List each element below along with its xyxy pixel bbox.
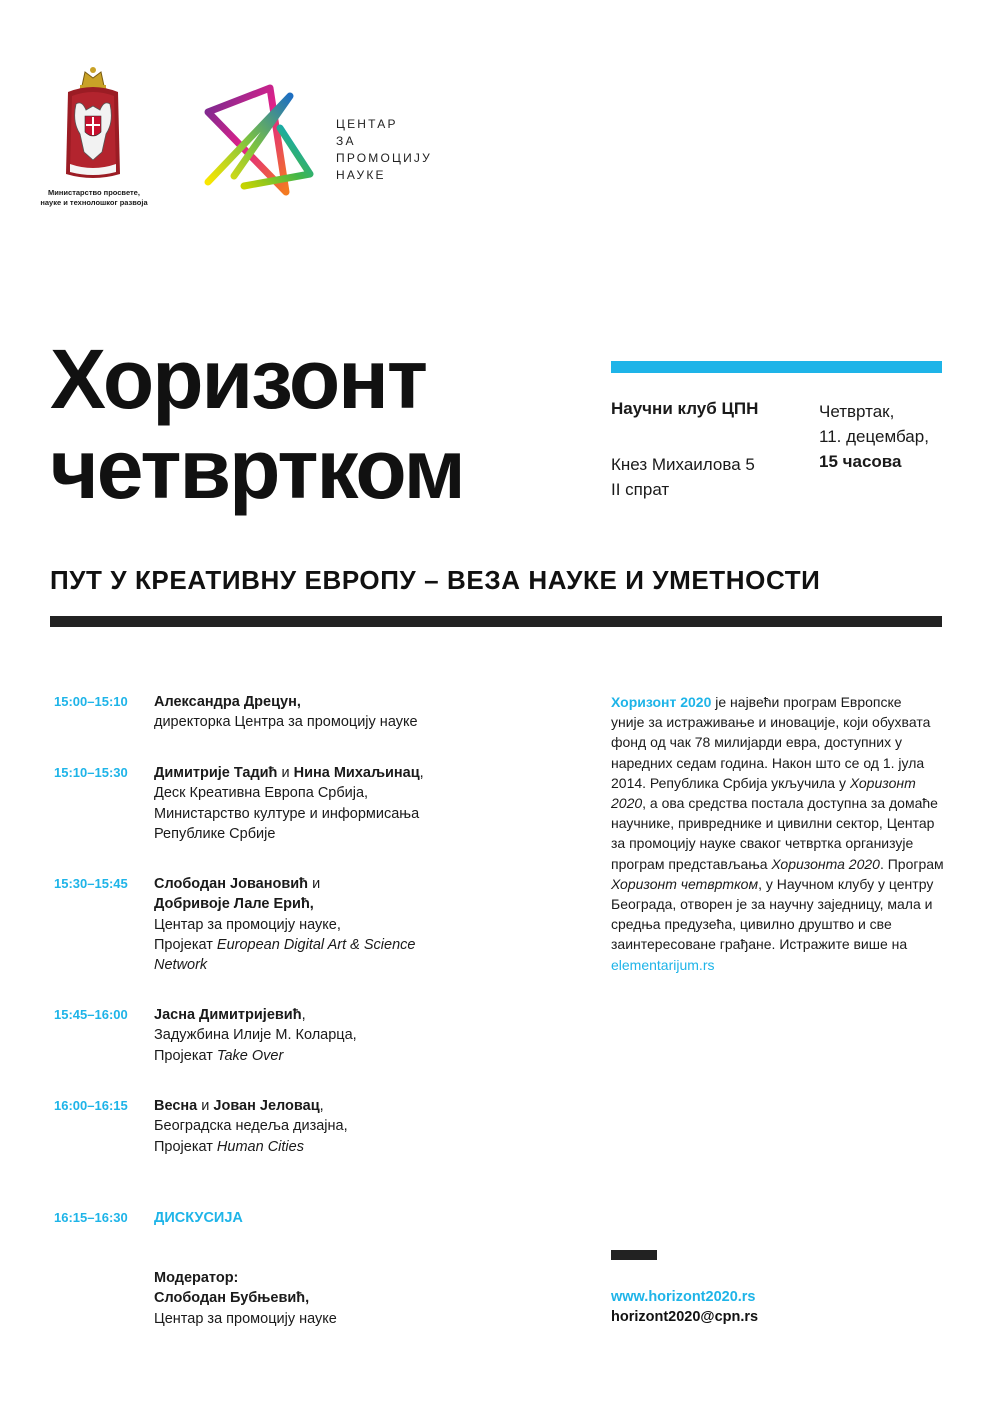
punctuation: , (419, 765, 424, 781)
speaker-name: Весна (154, 1098, 198, 1114)
date-time: 15 часова (819, 452, 902, 471)
schedule-description (154, 1005, 574, 1066)
serbia-coat-of-arms-logo (62, 64, 124, 184)
ministry-line-1: Министарство просвете, (48, 188, 140, 197)
email-link[interactable]: horizont2020@cpn.rs (611, 1309, 759, 1325)
date-line-2: 11. децембар, (819, 427, 929, 446)
page-title (50, 334, 464, 514)
about-text: фонд од чак 78 милијарди евра, доступних у (611, 734, 902, 751)
moderator-label: Модератор: (154, 1270, 239, 1286)
moderator-org: Центар за промоцију науке (154, 1310, 337, 1327)
about-text: 2014. Република Србија укључила у (611, 774, 850, 791)
schedule-time: 15:45–16:00 (54, 1007, 128, 1022)
moderator-name: Слободан Бубњевић, (154, 1290, 310, 1307)
about-text: наредних седам година. Након што се од 1. јула (611, 754, 925, 771)
about-text: програм представљања (611, 855, 772, 872)
about-text: средња предузећа, цивилно друштво и све (611, 916, 892, 933)
accent-divider (611, 361, 942, 373)
speaker-name: Нина Михаљинац (293, 765, 420, 781)
speaker-role: Министарство културе и информисања (154, 805, 420, 822)
about-text: . Програм (879, 855, 944, 872)
about-text: заинтересоване грађане. Истражите више на (611, 936, 908, 953)
punctuation: , (319, 1098, 324, 1114)
ministry-line-2: науке и технолошког развоја (40, 198, 148, 207)
schedule-description (154, 692, 574, 733)
schedule-time: 15:30–15:45 (54, 876, 128, 891)
schedule-time: 15:00–15:10 (54, 694, 128, 709)
conjunction: и (197, 1098, 214, 1114)
conjunction: и (308, 876, 321, 892)
elementarijum-link[interactable]: elementarijum.rs (611, 956, 715, 973)
about-text: , у Научном клубу у центру (758, 875, 934, 892)
about-text: Београда, отворен је за научну заједницу, мала и (611, 896, 933, 913)
cpn-line-1: ЦЕНТАР (336, 117, 398, 131)
about-horizon-2020 (611, 692, 943, 975)
schedule-description (154, 763, 574, 844)
moderator-description (154, 1268, 574, 1329)
project-prefix: Пројекат (154, 936, 217, 953)
website-link[interactable]: www.horizont2020.rs (611, 1289, 756, 1305)
speaker-role: Деск Креативна Европа Србија, (154, 785, 369, 802)
date-line-1: Четвртак, (819, 402, 895, 421)
title-line-2: четвртком (50, 422, 464, 516)
speaker-role: Републике Србије (154, 825, 276, 842)
cpn-line-4: НАУКЕ (336, 168, 386, 182)
about-text: за промоцију науке сваког четвртка организује (611, 835, 914, 852)
schedule-description (154, 1208, 574, 1228)
cpn-line-2: ЗА (336, 134, 356, 148)
horizon-highlight: Хоризонт 2020 (611, 694, 712, 710)
speaker-name: Јован Јеловац (213, 1098, 320, 1114)
address-line-2: II спрат (611, 480, 670, 499)
project-name-cont: Network (154, 957, 208, 974)
cpn-triangle-logo (204, 82, 322, 196)
about-italic: 2020 (611, 795, 643, 812)
title-line-1: Хоризонт (50, 332, 427, 426)
project-name: Take Over (216, 1047, 284, 1064)
project-name: Human Cities (216, 1138, 304, 1155)
speaker-name: Слободан Јовановић (154, 876, 309, 892)
about-text: научнике, привреднике и цивилни сектор, Центар (611, 815, 935, 832)
address-line-1: Кнез Михаилова 5 (611, 455, 755, 474)
discussion-label: ДИСКУСИЈА (154, 1210, 243, 1226)
cpn-wordmark (336, 116, 432, 184)
venue-address (611, 452, 755, 502)
contact-divider (611, 1250, 657, 1260)
cpn-line-3: ПРОМОЦИЈУ (336, 151, 432, 165)
speaker-name: Јасна Димитријевић (154, 1007, 302, 1023)
event-date (819, 399, 929, 474)
speaker-role: Задужбина Илије М. Коларца, (154, 1027, 357, 1044)
speaker-role: Центар за промоцију науке, (154, 916, 341, 933)
speaker-role: директорка Центра за промоцију науке (154, 714, 418, 731)
speaker-role: Београдска недеља дизајна, (154, 1118, 348, 1135)
conjunction: и (277, 765, 294, 781)
about-italic: Хоризонта 2020 (771, 855, 880, 872)
about-italic: Хоризонт четвртком (611, 875, 759, 892)
speaker-name: Александра Дрецун, (154, 694, 301, 710)
section-divider (50, 616, 942, 627)
about-text: је највећи програм Европске (711, 694, 902, 710)
schedule-description (154, 1096, 574, 1157)
speaker-name: Добривоје Лале Ерић, (154, 896, 314, 913)
about-text: , а ова средства постала доступна за домаће (642, 795, 938, 812)
schedule-time: 16:00–16:15 (54, 1098, 128, 1113)
schedule-time: 15:10–15:30 (54, 765, 128, 780)
event-subtitle: ПУТ У КРЕАТИВНУ ЕВРОПУ – ВЕЗА НАУКЕ И УМЕТНОСТИ (50, 565, 821, 595)
venue-club: Научни клуб ЦПН (611, 399, 759, 418)
project-prefix: Пројекат (154, 1138, 217, 1155)
project-name: European Digital Art & Science (216, 936, 416, 953)
speaker-name: Димитрије Тадић (154, 765, 278, 781)
about-italic: Хоризонт (849, 774, 916, 791)
schedule-description (154, 874, 574, 975)
about-text: уније за истраживање и иновације, који обухвата (611, 714, 931, 731)
ministry-caption (40, 188, 148, 208)
schedule-time: 16:15–16:30 (54, 1210, 128, 1225)
punctuation: , (301, 1007, 306, 1023)
project-prefix: Пројекат (154, 1047, 217, 1064)
